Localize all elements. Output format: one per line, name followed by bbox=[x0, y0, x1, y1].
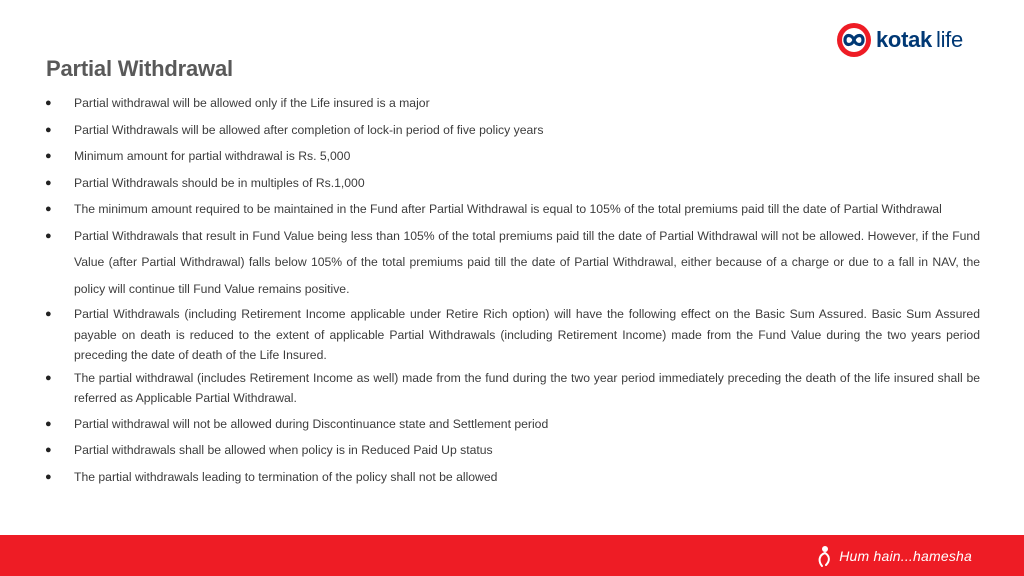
logo-suffix: life bbox=[935, 27, 963, 52]
bullet-icon: ● bbox=[45, 203, 52, 215]
figure-icon bbox=[815, 545, 833, 567]
bullet-icon: ● bbox=[45, 371, 52, 384]
bullet-text: Partial withdrawal will be allowed only if the Life insured is a major bbox=[74, 96, 430, 110]
bullet-item bbox=[44, 90, 980, 117]
tagline-text: Hum hain...hamesha bbox=[839, 548, 972, 564]
bullet-icon: ● bbox=[45, 123, 52, 136]
bullet-icon: ● bbox=[45, 150, 52, 162]
bullet-list bbox=[44, 90, 980, 490]
bullet-text: Partial Withdrawals will be allowed after completion of lock-in period of five policy years bbox=[74, 122, 544, 137]
bullet-item bbox=[44, 117, 980, 144]
kotak-infinity-icon bbox=[836, 22, 872, 58]
logo-wordmark bbox=[876, 22, 963, 58]
bullet-item bbox=[44, 411, 980, 438]
page-title: Partial Withdrawal bbox=[46, 56, 233, 81]
bullet-item bbox=[44, 464, 980, 491]
bullet-text: Partial Withdrawals that result in Fund Value being less than 105% of the total premiums paid till the date of Partial Withdrawal will not be allowed. However, if the Fund Value (after Partial Withdrawal) falls below 105% of the total premiums paid till the date of Partial Withdrawal, either because of a charge or due to a fall in NAV, the policy will continue till Fund Value remains positive. bbox=[74, 228, 980, 296]
bullet-icon: ● bbox=[45, 97, 52, 109]
bullet-item bbox=[44, 304, 980, 366]
bullet-icon: ● bbox=[45, 470, 52, 483]
bullet-icon: ● bbox=[45, 444, 52, 456]
bullet-item bbox=[44, 196, 980, 223]
bullet-icon: ● bbox=[45, 229, 52, 242]
logo-brand: kotak bbox=[876, 27, 932, 52]
bullet-item bbox=[44, 437, 980, 464]
footer-bar bbox=[0, 535, 1024, 576]
bullet-item bbox=[44, 223, 980, 303]
bullet-icon: ● bbox=[45, 308, 52, 320]
bullet-text: The minimum amount required to be maintained in the Fund after Partial Withdrawal is equal to 105% of the total premiums paid till the date of Partial Withdrawal bbox=[74, 202, 942, 216]
bullet-item bbox=[44, 368, 980, 409]
bullet-item bbox=[44, 143, 980, 170]
bullet-item bbox=[44, 170, 980, 197]
bullet-text: Partial withdrawal will not be allowed during Discontinuance state and Settlement period bbox=[74, 416, 549, 431]
bullet-text: Minimum amount for partial withdrawal is Rs. 5,000 bbox=[74, 149, 351, 163]
bullet-icon: ● bbox=[45, 417, 52, 430]
bullet-text: The partial withdrawals leading to termination of the policy shall not be allowed bbox=[74, 469, 498, 484]
bullet-text: Partial withdrawals shall be allowed when policy is in Reduced Paid Up status bbox=[74, 443, 493, 457]
footer-tagline bbox=[815, 545, 972, 567]
bullet-text: The partial withdrawal (includes Retirement Income as well) made from the fund during the two year period immediately preceding the death of the life insured shall be referred as Applicable Partial Withdrawal. bbox=[74, 370, 980, 405]
bullet-text: Partial Withdrawals should be in multiples of Rs.1,000 bbox=[74, 175, 365, 190]
bullet-text: Partial Withdrawals (including Retirement Income applicable under Retire Rich option) will have the following effect on the Basic Sum Assured. Basic Sum Assured payable on death is reduced to the extent of applicable Partial Withdrawals (including Retirement Income) made from the Fund Value during the two years period preceding the date of death of the Life Insured. bbox=[74, 307, 980, 362]
kotak-life-logo bbox=[836, 22, 986, 58]
bullet-icon: ● bbox=[45, 176, 52, 189]
